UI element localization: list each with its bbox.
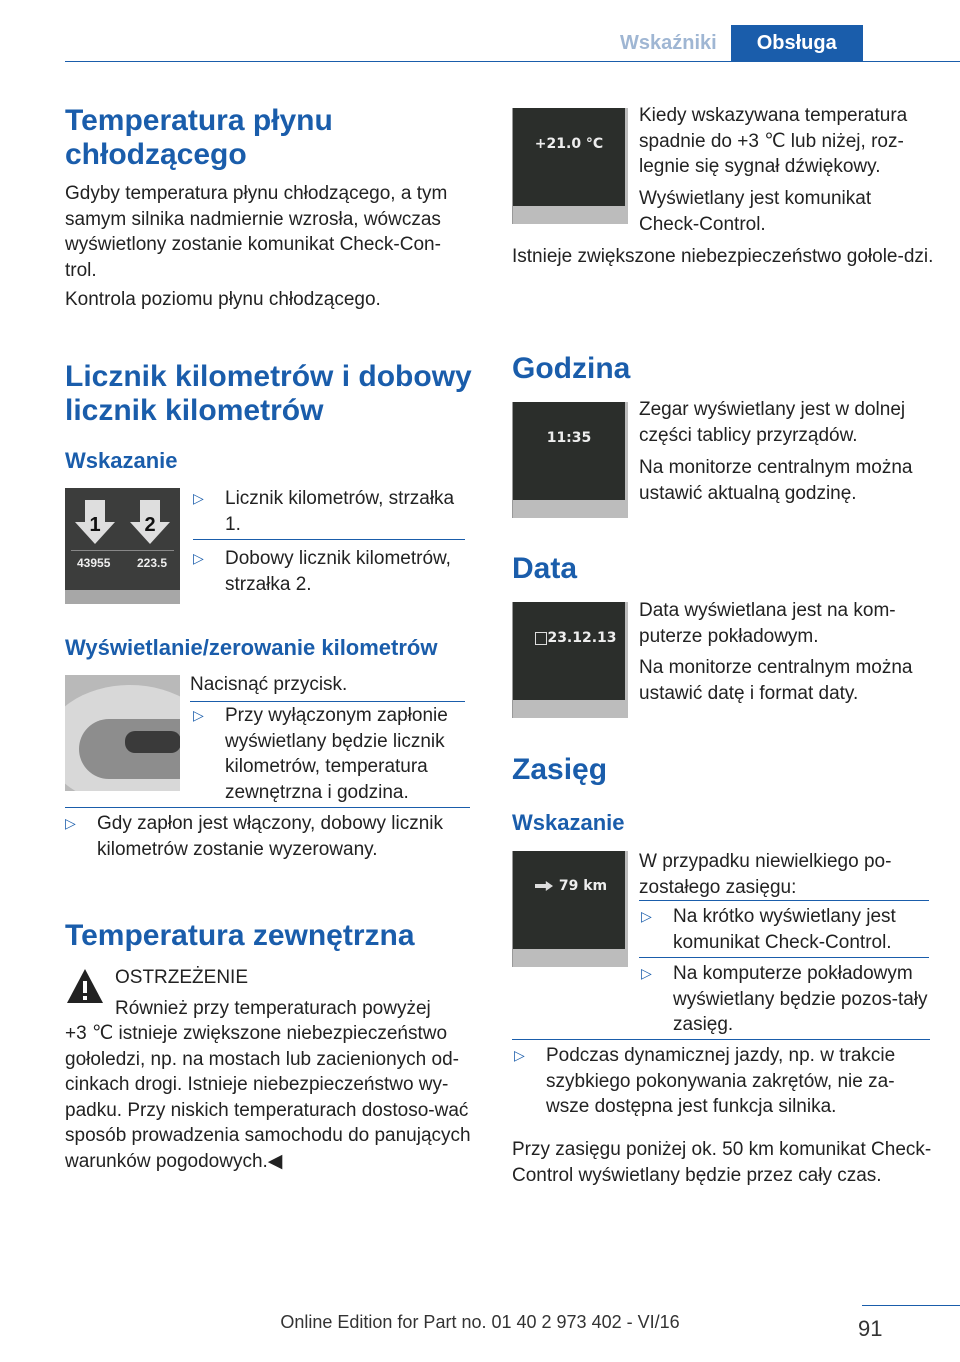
heading-odometer: Licznik kilometrów i dobowy licznik kilometrów [65, 360, 472, 427]
list-item: ▷ Na komputerze pokładowym wyświetlany będzie pozos‐tały zasięg. [641, 963, 928, 1035]
arrow-1-number: 1 [89, 514, 101, 536]
heading-date: Data [512, 552, 578, 585]
footer-edition: Online Edition for Part no. 01 40 2 973 402 - VI/16 [280, 1312, 680, 1332]
reset-button-knob [125, 731, 180, 753]
date-paragraph-1: Data wyświetlana jest na kom‐puterze pokładowym. [639, 600, 896, 647]
header-tabs [606, 25, 863, 61]
heading-clock: Godzina [512, 352, 631, 385]
tab-wskazniki[interactable]: Wskaźniki [620, 32, 717, 54]
arrow-2-number: 2 [144, 514, 156, 536]
temperature-value: +21.0 °C [534, 136, 604, 152]
heading-range: Zasięg [512, 753, 608, 786]
footer-rule [862, 1305, 960, 1306]
outside-temperature-display [512, 108, 628, 224]
clock-value: 11:35 [546, 430, 592, 446]
temp-paragraph-1: Kiedy wskazywana temperatura spadnie do +3 ℃ lub niżej, roz‐legnie się sygnał dźwiękowy. [639, 105, 908, 177]
bullet-triangle-icon: ▷ [65, 815, 76, 831]
warning-label: OSTRZEŻENIE [115, 967, 249, 988]
warning-text: +3 ℃ istnieje zwiększone niebezpieczeństwo gołoledzi, np. na mostach lub zacienionych od‐cinkach drogi. Istnieje niebezpieczeństwo wy‐padku. Przy niskich temperaturach dostoso‐wać sposób prowadzenia samochodu do panujących warunków pogodowych.◀ [65, 1023, 471, 1172]
heading-outside-temperature: Temperatura zewnętrzna [65, 919, 415, 952]
warning-line-1: Również przy temperaturach powyżej [115, 998, 431, 1019]
odometer-illustration [65, 488, 180, 604]
subheading-display: Wskazanie [65, 448, 178, 473]
date-paragraph-2: Na monitorze centralnym można ustawić datę i format daty. [639, 657, 913, 704]
list-item: ▷ Na krótko wyświetlany jest komunikat Check-Control. [641, 906, 896, 953]
list-item: ▷ Gdy zapłon jest włączony, dobowy licznik kilometrów zostanie wyzerowany. [65, 813, 444, 860]
bullet-triangle-icon: ▷ [193, 490, 204, 506]
heading-coolant-temperature: Temperatura płynu chłodzącego [65, 104, 333, 171]
date-value: 23.12.13 [547, 630, 617, 646]
reset-button-illustration [65, 675, 180, 791]
list-item: ▷ Licznik kilometrów, strzałka 1. [193, 488, 455, 535]
tab-obsluga[interactable]: Obsługa [731, 25, 863, 61]
temp-paragraph-2: Wyświetlany jest komunikat Check-Control. [639, 188, 872, 235]
range-paragraph-1: W przypadku niewielkiego po‐zostałego zasięgu: [639, 851, 892, 898]
bullet-triangle-icon: ▷ [641, 908, 652, 924]
range-paragraph-2: Przy zasięgu poniżej ok. 50 km komunikat Check-Control wyświetlany będzie przez cały czas. [512, 1139, 932, 1186]
bullet-triangle-icon: ▷ [193, 550, 204, 566]
trip-odometer-value: 223.5 [137, 556, 168, 570]
subheading-reset: Wyświetlanie/zerowanie kilometrów [65, 635, 438, 660]
bullet-triangle-icon: ▷ [193, 707, 204, 723]
subheading-range-display: Wskazanie [512, 810, 625, 835]
odometer-value: 43955 [77, 556, 111, 570]
warning-icon [65, 966, 105, 1006]
list-item: ▷ Przy wyłączonym zapłonie wyświetlany będzie licznik kilometrów, temperatura zewnętrzna i godzina. [193, 705, 448, 803]
temp-paragraph-3: Istnieje zwiększone niebezpieczeństwo gołole‐dzi. [512, 246, 934, 267]
range-value: 79 km [558, 878, 608, 894]
bullet-triangle-icon: ▷ [514, 1047, 525, 1063]
coolant-paragraph-1: Gdyby temperatura płynu chłodzącego, a tym samym silnika nadmiernie wzrosła, wówczas wyświetlony zostanie komunikat Check‐Con‐trol. [65, 183, 448, 281]
list-item: ▷ Dobowy licznik kilometrów, strzałka 2. [193, 548, 451, 595]
clock-paragraph-1: Zegar wyświetlany jest w dolnej części tablicy przyrządów. [639, 399, 906, 446]
reset-instruction: Nacisnąć przycisk. [190, 674, 348, 695]
clock-paragraph-2: Na monitorze centralnym można ustawić aktualną godzinę. [639, 457, 913, 504]
range-display [512, 851, 628, 967]
bullet-triangle-icon: ▷ [641, 965, 652, 981]
page-number: 91 [858, 1316, 883, 1341]
coolant-paragraph-2: Kontrola poziomu płynu chłodzącego. [65, 289, 381, 310]
clock-display [512, 402, 628, 518]
header-rule [65, 61, 960, 62]
list-item: ▷ Podczas dynamicznej jazdy, np. w trakcie szybkiego pokonywania zakrętów, nie za‐wsze dostępna jest funkcja silnika. [514, 1045, 896, 1117]
date-display [512, 602, 628, 718]
